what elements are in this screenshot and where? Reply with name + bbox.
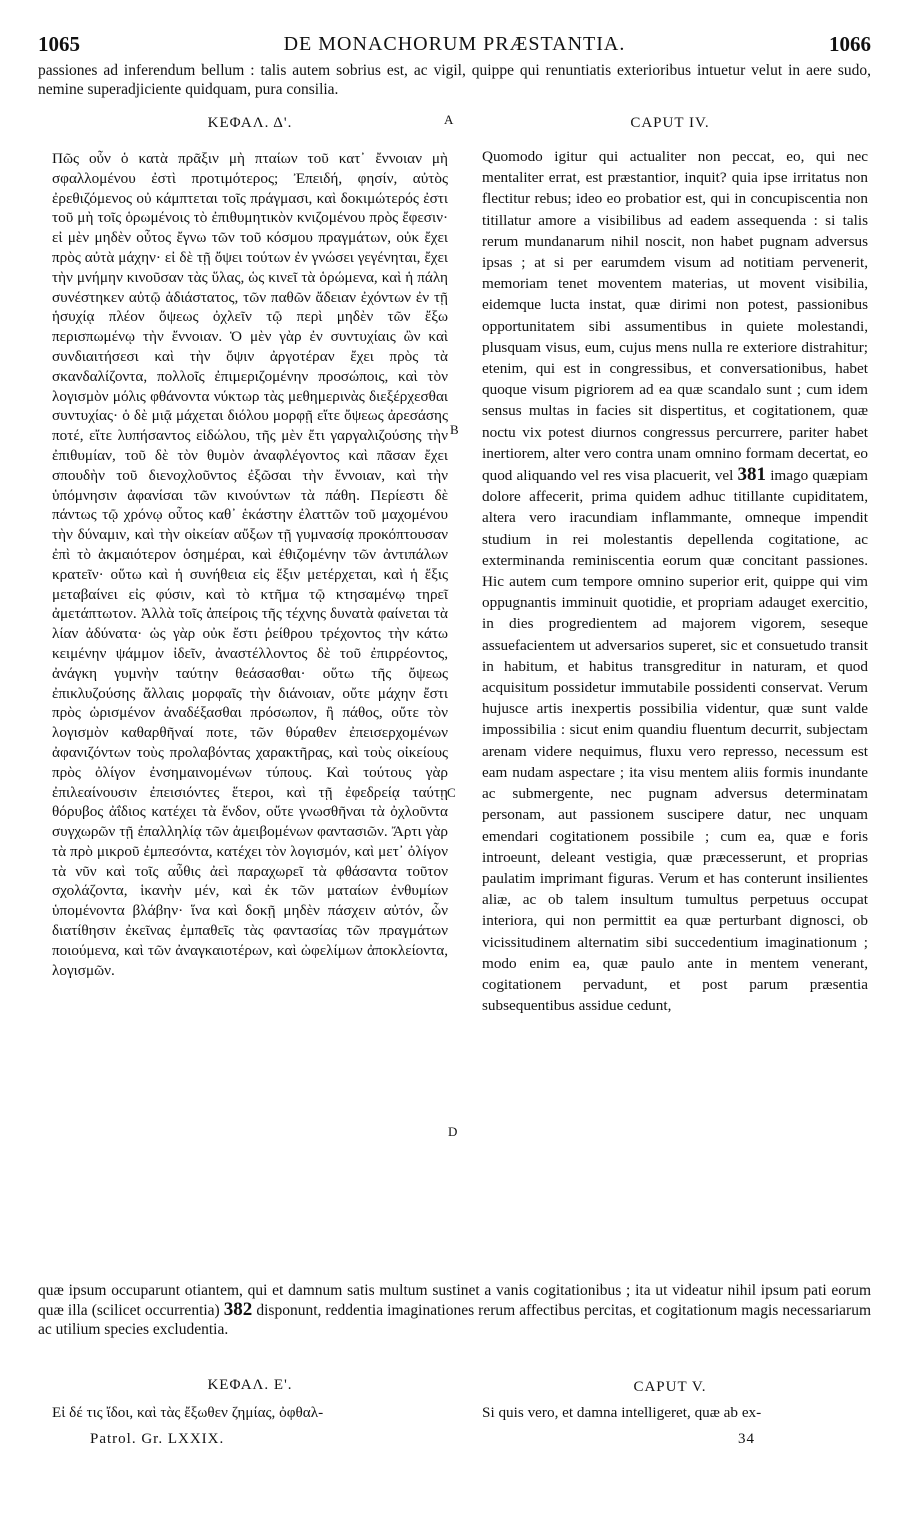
greek-chapter-heading-4: ΚΕΦΑΛ. Δ'. (207, 115, 293, 131)
latin-text-column (482, 146, 868, 1016)
signature-mark: Patrol. Gr. LXXIX. (90, 1431, 225, 1447)
latin-text-part-2: imago quæpiam dolore affecerit, prima quidem adhuc titillante cupiditatem, altera vero iracundiam inflammante, omneque impendit studium in rei molestantis depellenda cogitatione, ac exterminanda reminiscentia eorum quæ concitant passiones. Hic autem cum tempore omnino superior erit, quippe qui vim oppugnantis imminuit quotidie, et propriam adauget exercitio, in dies progredientem ad majorem vigorem, seseque assuefacientem ut adversarios superet, sic et consuetudo transit in habitum, et habitus transgreditur in naturam, et quod acquisitum possidetur immutabile possidenti conservat. Verum hujusce artis inexpertis possibilia videntur, quæ sunt valde impossibilia : sicut enim quandiu fluentum decurrit, subjectam arenam videre nequimus, fluxu vero represso, necessum est eam nudam aspectare ; ita visu mentem aliis formis inundante ac submergente, nec pugnam adversus determinatam personam, aut passionem suscipere datur, nec unquam emendari cogitationem possibile ; cum ea, quæ e foris introeunt, deleant vestigia, quæ præcesserunt, et proprias paulatim imprimant figuras. Verum et has conterunt insilientes aliæ, ac ob talem insultum tumultus perpetuus occupat interiora, qui non permittit ea quæ perturbant dignosci, ob vicissitudinem alternatim sibi succedentium imaginationum ; modo enim ea, quæ paulo ante in mentem venerant, cogitationem pervadunt, et post parum præsentia subsequentibus assidue cedunt, (482, 467, 869, 1015)
margin-letter-d: D (448, 1124, 458, 1139)
page-marker-382: 382 (223, 1299, 253, 1320)
continuation-part-2: disponunt, reddentia imaginationes rerum affectibus percitas, et cogitationum magis necessariarum ac utilium species excludentia. (38, 1302, 872, 1338)
continuation-part-1: quæ ipsum occuparunt otiantem, qui et damnum satis multum sustinet a vanis cogitationibus ; ita ut videatur nihil ipsum pati eorum quæ illa (scilicet occurrentia) (38, 1282, 871, 1319)
latin-chapter-heading-5: CAPUT V. (633, 1379, 707, 1395)
column-number-left: 1065 (38, 32, 80, 56)
running-header (38, 32, 871, 58)
continuation-paragraph (38, 1281, 871, 1339)
margin-letter-c: C (447, 785, 456, 800)
column-number-right: 1066 (829, 32, 871, 56)
greek-text-column: Πῶς οὖν ὁ κατὰ πρᾶξιν μὴ πταίων τοῦ κατ᾽ ἔννοιαν μὴ σφαλλομένου ἐστὶ προτιμότερος; Ἐπειδή, φησίν, αὐτὸς ἐρεθιζόμενος οὐ κάμπτεται τοῖς πράγμασι, καὶ δοκιμώτερός ἐστι τοῦ μὴ τοῖς ὁρωμένοις τὸ ἐπιθυμητικὸν κνιζομένου πρὸς ἔφεσιν· εἰ μὲν μηδὲν οὗτος ἔγνω τῶν τοῦ κόσμου πραγμάτων, οὐκ ἔχει πρὸς αὐτὰ μάχην· εἰ δὲ τῇ ὄψει τούτων ἐν γνώσει γεγένηται, ἔχει τὴν μνήμην κινοῦσαν τὰς ὕλας, ὡς κινεῖ τὰ ὁρώμενα, καὶ ἡ πάλη συνέστηκεν αὐτῷ ἀδιάστατος, τῶν παθῶν ἄδειαν ἐχόντων ἐν τῇ ἡσυχίᾳ πλέον ὄψεως ὀχλεῖν τῷ περὶ μηδὲν τῶν ἔξω περισπωμένῳ τὴν ἔννοιαν. Ὁ μὲν γὰρ ἐν συντυχίαις ὢν καὶ συνδιαιτήσεσι καὶ τὴν ὄψιν ἀργοτέραν ἔχει πρὸς τὰ σκανδαλίζοντα, πολλοῖς ἐπιμεριζομένην προσώποις, καὶ τὸν λογισμὸν μόλις φθάνοντα νύκτωρ τὰς μεθημερινὰς διεξέρχεσθαι συντυχίας· ὁ δὲ μιᾷ μάχεται διόλου μορφῇ εἴτε ὄψεως ἀρεσάσης ποτέ, εἴτε λυπήσαντος εἰδώλου, τῆς μὲν ἔτι γαργαλιζούσης τὴν ἐπιθυμίαν, τοῦ δὲ τὸν θυμὸν ἀναφλέγοντος καὶ πᾶσαν ἔχει σπουδὴν τοῦ διενοχλοῦντος ἐξῶσαι τὴν ἔννοιαν, καὶ τὴν ὑπόμνησιν ἀφανίσαι τῶν κινούντων τὰ πάθη. Περίεστι δὲ πάντως τῷ χρόνῳ οὗτος καθ᾽ ἑκάστην ἐλαττῶν τοῦ μαχομένου τὴν δύναμιν, καὶ τὴν οἰκείαν αὔξων τῇ γυμνασίᾳ προκόπτουσαν ἐπὶ τὸ ἀκμαιότερον ὁσημέραι, καὶ ἐθιζομένην τῶν ἀντιπάλων κρατεῖν· οὕτω καὶ ἡ συνήθεια εἰς ἕξιν μετέρχεται, καὶ ἡ ἕξις μεταβαίνει εἰς φύσιν, καὶ τὸ κτῆμα τῷ κτησαμένῳ τηρεῖ ἀμετάπτωτον. Ἀλλὰ τοῖς ἀπείροις τῆς τέχνης δυνατὰ φαίνεται τὰ λίαν ἀδύνατα· ὡς γὰρ οὐκ ἔστι ῥείθρου τρέχοντος τὴν κάτω κειμένην ψάμμον ἰδεῖν, ἀναστέλλοντος δὲ τοῦ ἐπιρρέοντος, ἀνάγκη γυμνὴν ταύτην θεάσασθαι· οὕτω τῆς ὄψεως ἐπικλυζούσης ἄλλαις μορφαῖς τὴν διάνοιαν, οὔτε μάχην ἔστι πρὸς ὡρισμένον ἀναδέξασθαι πρόσωπον, ἢ πάθος, οὔτε τὸν λογισμὸν καθαρθῆναί ποτε, τῶν θύραθεν ἐπεισερχομένων ἀφανιζόντων τοὺς προλαβόντας χαρακτῆρας, καὶ τοὺς οἰκείους πρὸς ὀλίγον ἐνσημαινομένων τύπους. Καὶ τούτους γὰρ ἐπιλεαίνουσιν ἐπεισιόντες ἕτεροι, καὶ τῇ ἐφεδρείᾳ ταύτῃ θόρυβος ἀΐδιος κατέχει τὰ ἔνδον, οὔτε γνωσθῆναι τὰ ὀχλοῦντα συγχωρῶν τῇ ἐπαλληλίᾳ τῶν ἀμειβομένων φαντασιῶν. Ἄρτι γὰρ τὰ πρὸ μικροῦ ἐμπεσόντα, κατέχει τὸν λογισμόν, καὶ μετ᾽ ὀλίγον τὰ νῦν καὶ τοῖς αὖθις ἀεὶ παραχωρεῖ τὰ φθάσαντα τοῦτον σχολάζοντα, ἱκανὴν μέν, καὶ ἐκ τῶν ματαίων ἐνθυμίων ὑπομένοντα βλάβην· ἵνα καὶ δοκῇ μηδὲν πάσχειν αὐτόν, ὧν διατίθησιν ἐκεῖνας ἐμπαθεῖς τὰς φαντασίας τῶν πραγμάτων ποιούμενα, καὶ τῶν ἀναγκαιοτέρων, καὶ ὠφελίμων ἀποκλείοντα, λογισμῶν. (52, 150, 448, 979)
latin-chapter-heading-4: CAPUT IV. (630, 115, 710, 131)
latin-chapter-5-start: Si quis vero, et damna intelligeret, quæ ab ex- (482, 1404, 762, 1421)
latin-text-part-1: Quomodo igitur qui actualiter non peccat, eo, qui nec mentaliter errat, est præstantior, inquit? quia ipse irritatus non flectitur rebus; ideo eo probatior est, qui in concupiscentia non titillatur amore a visibilibus ad eadem assequenda : si talis rerum mundanarum nihil noscit, non habet pugnam adversus ipsas ; at si per earumdem visum ad notitiam pervenerit, memoriam tenet moventem materias, ut movent visibilia, eidemque lucta instat, quæ dirimi non potest, passionibus opportunitatem sibi assumentibus in quiete molestandi, plusquam visus, eum, cujus mens nulla re exteriore distrahitur; etenim, qui est in congressibus, et conversationibus, habet quoque visum pigriorem ad ea quæ scandalo sunt ; cum idem sensus multas in facies sit dispertitus, et cogitationem, quæ noctu vix potest diurnos congressus percurrere, pariter habet inertiorem, alter vero contra unam omnino formam decertat, eo quod aliquando vel res visa placuerit, vel (482, 148, 868, 485)
intro-paragraph: passiones ad inferendum bellum : talis autem sobrius est, ac vigil, quippe qui renuntiatis exterioribus intuetur velut in aere sudo, nemine superadjiciente quidquam, pura consilia. (38, 62, 871, 98)
greek-chapter-heading-5: ΚΕΦΑΛ. Ε'. (207, 1377, 293, 1393)
page-marker-381: 381 (737, 464, 767, 486)
running-title: DE MONACHORUM PRÆSTANTIA. (283, 33, 626, 55)
signature-number: 34 (738, 1431, 755, 1447)
margin-letter-a: A (444, 112, 454, 127)
greek-chapter-5-start: Εἰ δέ τις ἴδοι, καὶ τὰς ἔξωθεν ζημίας, ὀφθαλ- (52, 1404, 324, 1421)
margin-letter-b: B (450, 422, 459, 437)
